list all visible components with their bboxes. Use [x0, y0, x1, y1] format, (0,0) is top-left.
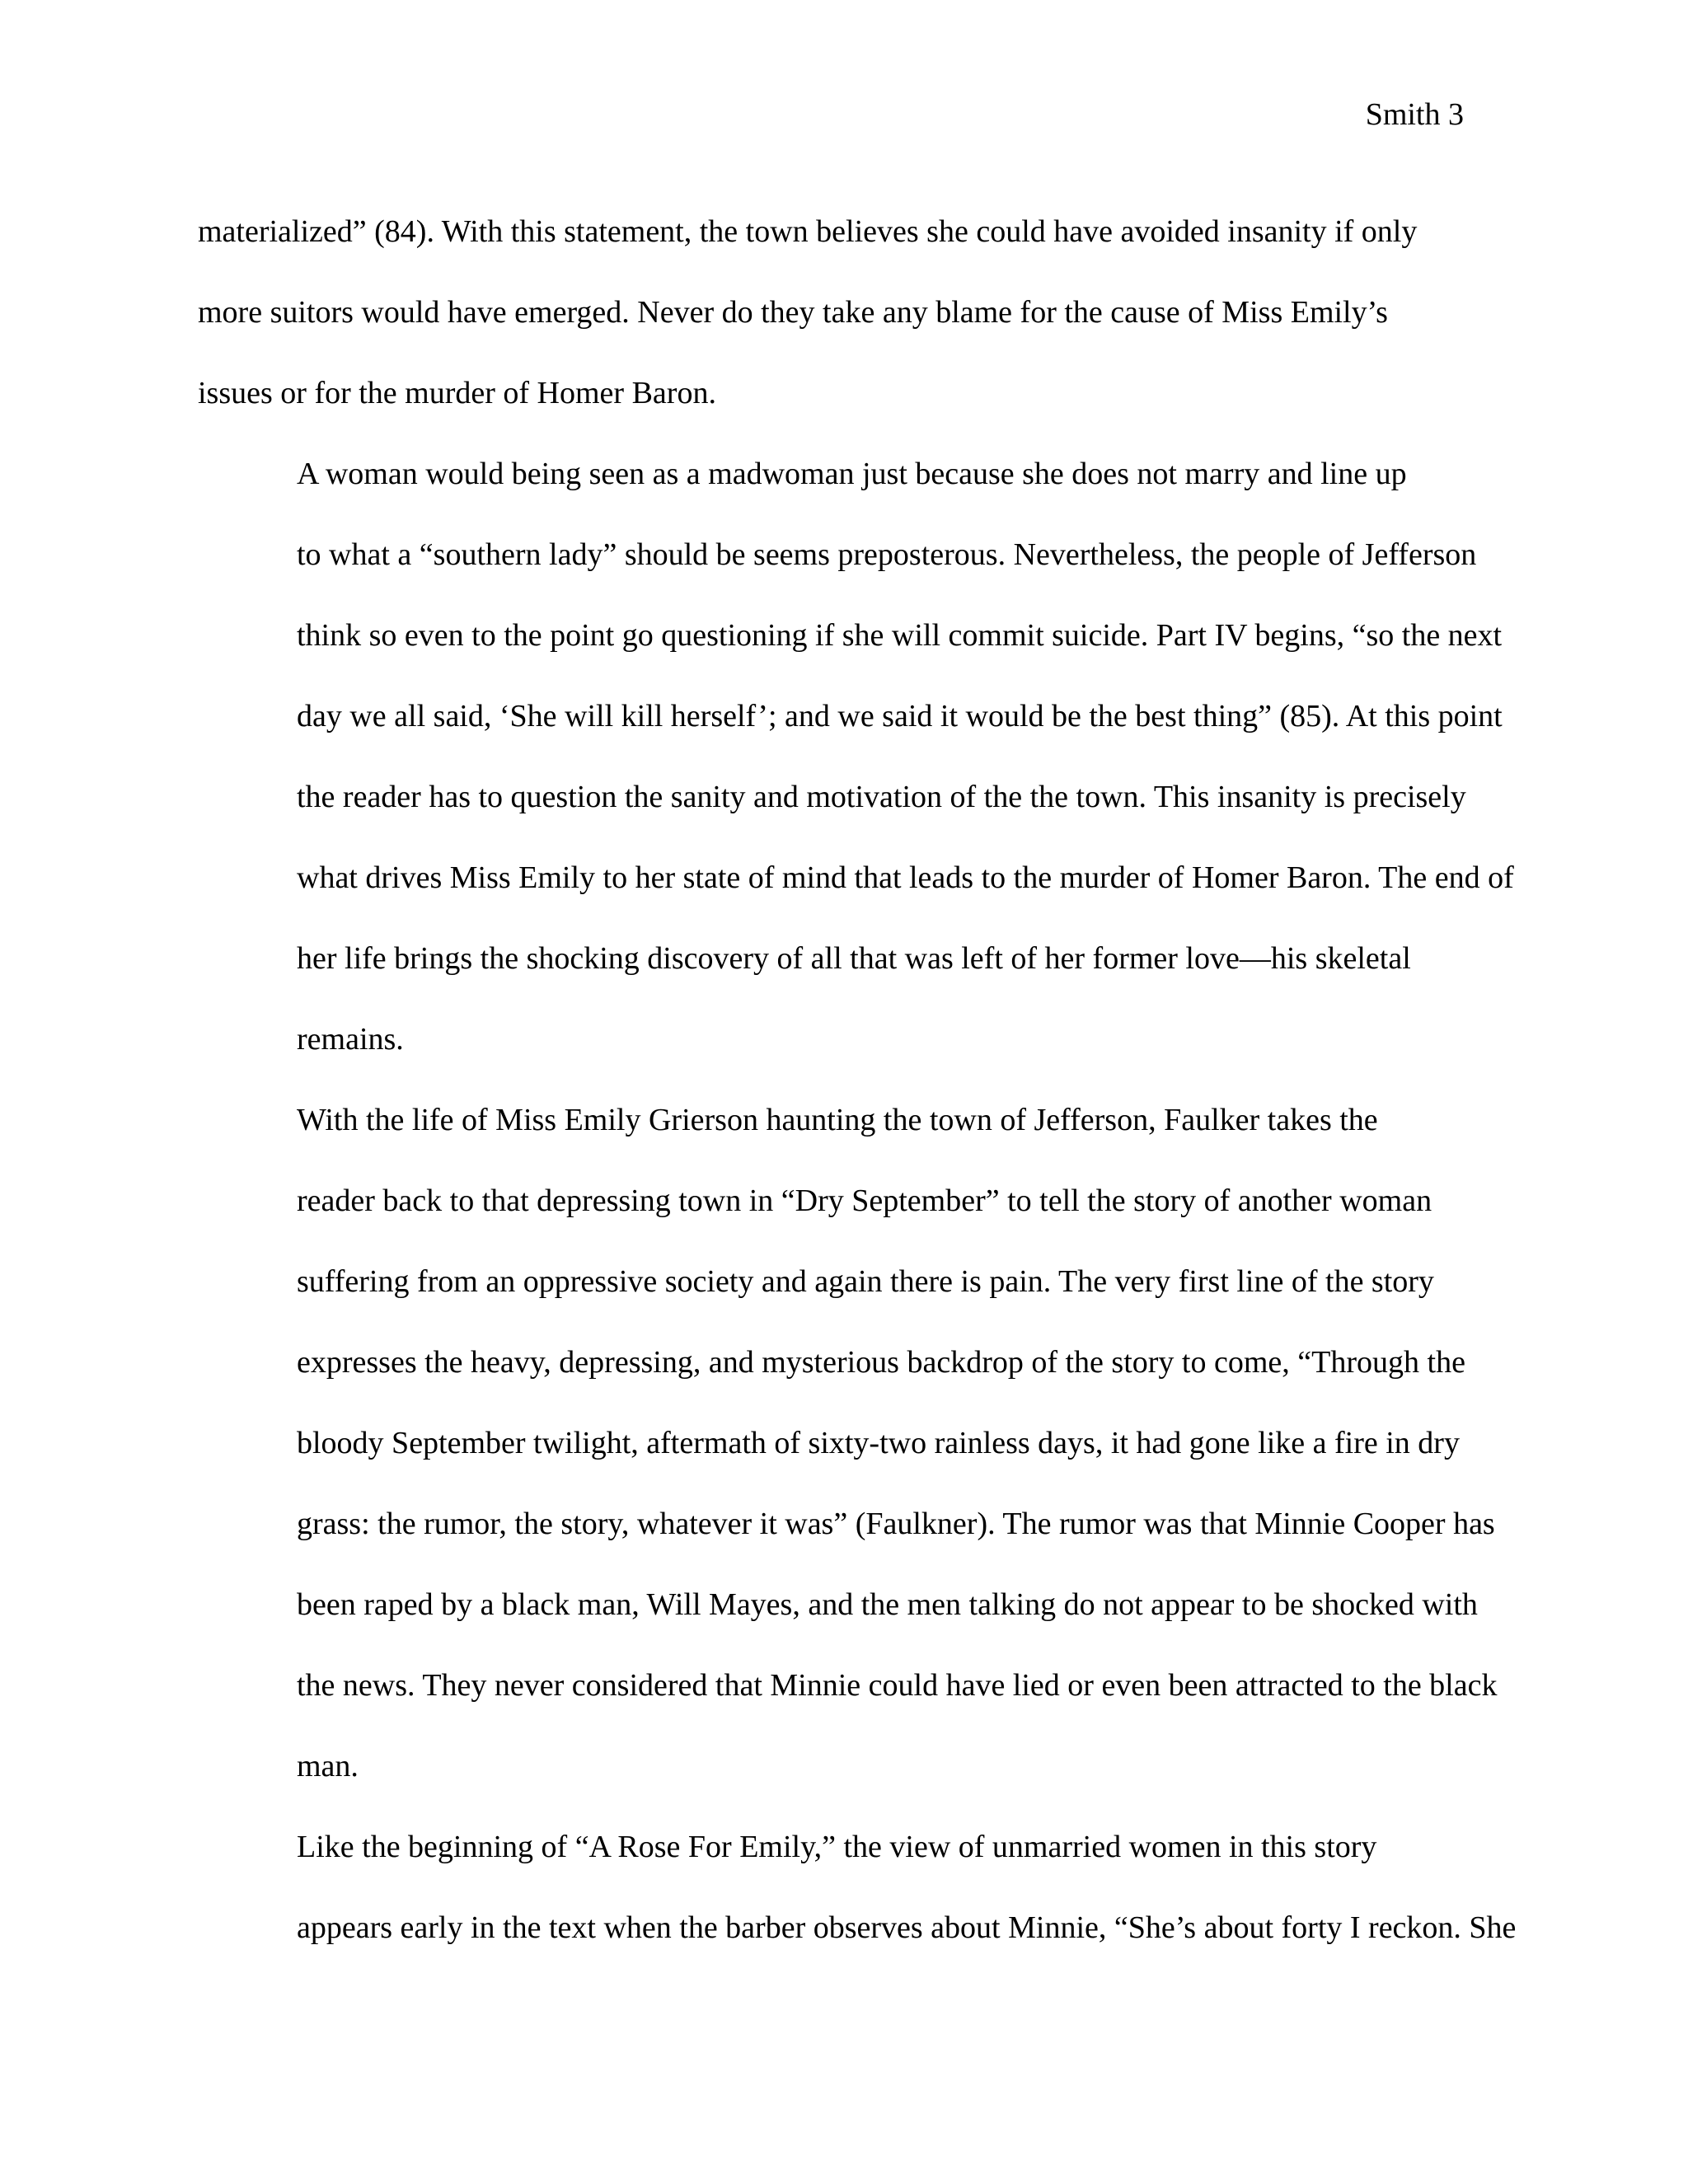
text-line: been raped by a black man, Will Mayes, and the men talking do not appear to be shocked with [297, 1587, 1478, 1622]
text-line: more suitors would have emerged. Never do they take any blame for the cause of Miss Emily’s [198, 295, 1388, 330]
paragraph [198, 191, 1475, 434]
text-line: expresses the heavy, depressing, and mysterious backdrop of the story to come, “Through the [297, 1345, 1465, 1380]
text-line: man. [297, 1749, 359, 1783]
text-line: to what a “southern lady” should be seems preposterous. Nevertheless, the people of Jefferson [297, 537, 1477, 572]
paragraph [198, 1807, 1517, 1968]
text-line: reader back to that depressing town in “Dry September” to tell the story of another woman [297, 1183, 1432, 1218]
text-line: remains. [297, 1022, 404, 1057]
text-line: the reader has to question the sanity and motivation of the the town. This insanity is precisely [297, 780, 1466, 814]
text-line: suffering from an oppressive society and again there is pain. The very first line of the story [297, 1264, 1434, 1299]
body-text [198, 191, 1517, 1968]
text-line: the news. They never considered that Minnie could have lied or even been attracted to the black [297, 1668, 1498, 1703]
paragraph [198, 1080, 1498, 1807]
running-head: Smith 3 [1365, 97, 1464, 132]
text-line: her life brings the shocking discovery of all that was left of her former love—his skeletal [297, 941, 1411, 976]
text-line: what drives Miss Emily to her state of mind that leads to the murder of Homer Baron. The end of [297, 860, 1514, 895]
text-line: A woman would being seen as a madwoman just because she does not marry and line up [297, 457, 1407, 491]
text-line: appears early in the text when the barber observes about Minnie, “She’s about forty I reckon. She [297, 1910, 1517, 1945]
text-line: Like the beginning of “A Rose For Emily,” the view of unmarried women in this story [297, 1830, 1377, 1864]
text-line: grass: the rumor, the story, whatever it was” (Faulkner). The rumor was that Minnie Cooper has [297, 1507, 1495, 1541]
text-line: issues or for the murder of Homer Baron. [198, 376, 716, 410]
text-line: day we all said, ‘She will kill herself’; and we said it would be the best thing” (85). At this point [297, 699, 1503, 733]
text-line: think so even to the point go questioning if she will commit suicide. Part IV begins, “so the next [297, 618, 1503, 653]
text-line: bloody September twilight, aftermath of sixty-two rainless days, it had gone like a fire in dry [297, 1426, 1460, 1460]
text-line: With the life of Miss Emily Grierson haunting the town of Jefferson, Faulker takes the [297, 1103, 1378, 1137]
text-line: materialized” (84). With this statement, the town believes she could have avoided insanity if only [198, 214, 1418, 249]
paragraph [198, 434, 1514, 1080]
